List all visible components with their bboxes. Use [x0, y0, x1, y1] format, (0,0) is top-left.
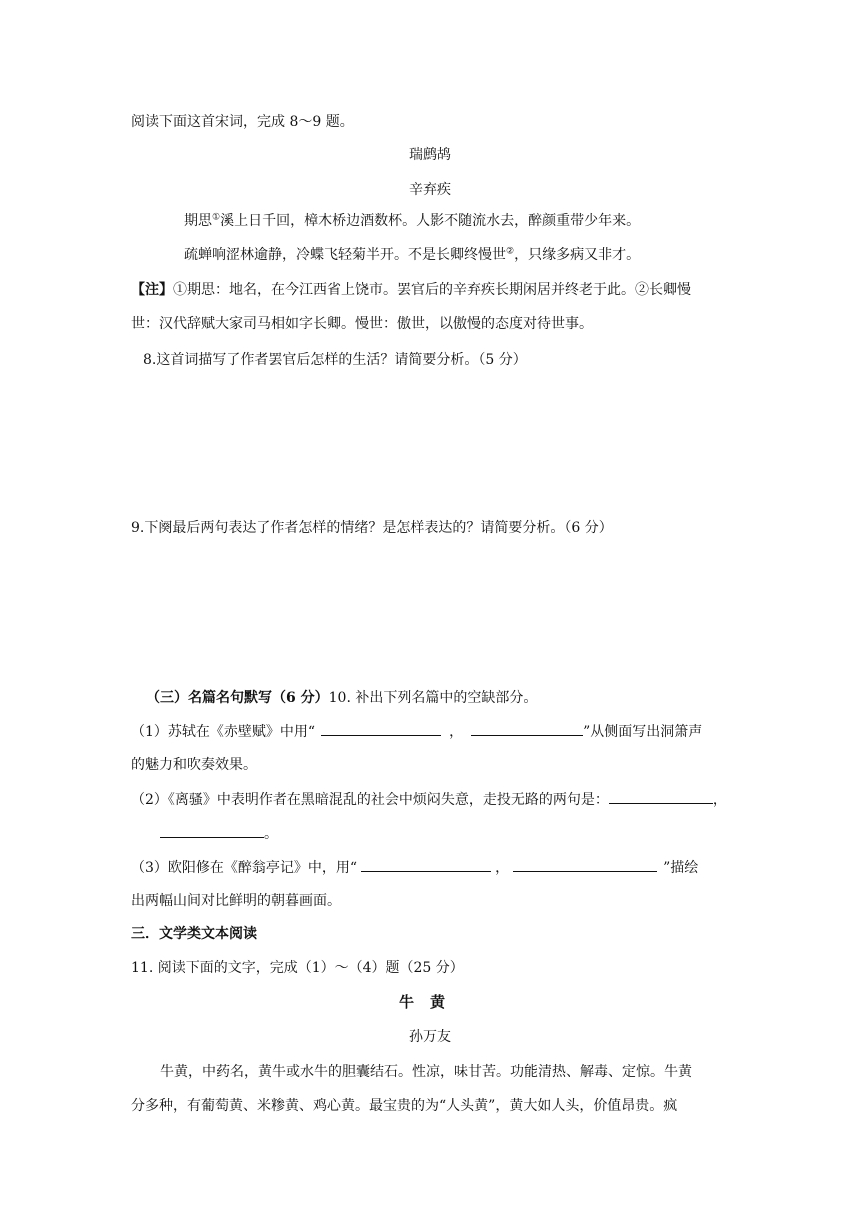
fill-item-3-prompt: （3）欧阳修在《醉翁亭记》中，用“	[131, 860, 358, 876]
note-label: 【注】	[131, 282, 173, 298]
answer-blank-2b[interactable]	[160, 823, 264, 838]
fill-item-1-suffix: ”从侧面写出洞箫声	[583, 724, 703, 740]
question-8: 8.这首词描写了作者罢官后怎样的生活？请简要分析。（5 分）	[143, 352, 527, 368]
footnote-marker-2: ②	[506, 246, 515, 257]
poem-author: 辛弃疾	[409, 182, 451, 198]
poem-line-1-start: 期思	[184, 213, 212, 229]
section-3-line	[146, 688, 537, 708]
fill-item-3-separator: ，	[495, 860, 510, 876]
fill-item-2-separator: ，	[712, 792, 727, 808]
question-11: 11. 阅读下面的文字，完成（1）～（4）题（25 分）	[131, 960, 464, 976]
section-3-heading: （三）名篇名句默写（6 分）	[146, 690, 329, 706]
fill-item-2	[131, 789, 727, 810]
question-10: 10. 补出下列名篇中的空缺部分。	[328, 690, 538, 706]
fill-item-2-prompt: （2）《离骚》中表明作者在黑暗混乱的社会中烦闷失意，走投无路的两句是：	[131, 792, 609, 808]
note-line-2: 世：汉代辞赋大家司马相如字长卿。慢世：傲世，以傲慢的态度对待世事。	[131, 316, 593, 332]
fill-item-3	[131, 857, 698, 878]
part-3-heading: 三．文学类文本阅读	[131, 926, 257, 942]
question-9: 9.下阕最后两句表达了作者怎样的情绪？是怎样表达的？请简要分析。（6 分）	[131, 520, 613, 536]
answer-blank-1b[interactable]	[471, 721, 583, 736]
story-title: 牛黄	[398, 993, 461, 1011]
fill-item-1-cont: 的魅力和吹奏效果。	[131, 757, 257, 773]
story-paragraph-line-1: 牛黄，中药名，黄牛或水牛的胆囊结石。性凉，味甘苦。功能清热、解毒、定惊。牛黄	[160, 1064, 692, 1080]
poem-line-1	[184, 211, 640, 231]
fill-item-3-cont: 出两幅山间对比鲜明的朝暮画面。	[131, 893, 341, 909]
footnote-marker-1: ①	[212, 212, 221, 223]
fill-item-3-suffix: ”描绘	[663, 860, 699, 876]
fill-item-2-end: 。	[264, 826, 278, 842]
poem-title: 瑞鹧鸪	[409, 147, 451, 163]
story-author: 孙万友	[409, 1029, 451, 1045]
fill-item-1	[131, 721, 702, 742]
poem-line-2-start: 疏蝉响涩林逾静，冷蝶飞轻菊半开。不是长卿终慢世	[184, 247, 506, 263]
answer-blank-1a[interactable]	[321, 721, 441, 736]
fill-item-2-cont	[160, 823, 278, 844]
reading-intro: 阅读下面这首宋词，完成 8～9 题。	[131, 114, 354, 130]
poem-line-2	[184, 245, 640, 265]
fill-item-1-prompt: （1）苏轼在《赤壁赋》中用“	[131, 724, 316, 740]
note-text-1: ①期思：地名，在今江西省上饶市。罢官后的辛弃疾长期闲居并终老于此。②长卿慢	[173, 282, 691, 298]
fill-item-1-separator: ，	[449, 724, 464, 740]
story-paragraph-line-2: 分多种，有葡萄黄、米糁黄、鸡心黄。最宝贵的为“人头黄”，黄大如人头，价值昂贵。疯	[131, 1098, 678, 1114]
answer-blank-3a[interactable]	[361, 857, 491, 872]
answer-blank-3b[interactable]	[513, 857, 657, 872]
poem-line-1-rest: 溪上日千回，樟木桥边酒数杯。人影不随流水去，醉颜重带少年来。	[220, 213, 641, 229]
poem-line-2-rest: ，只缘多病又非才。	[514, 247, 641, 263]
answer-blank-2a[interactable]	[609, 789, 713, 804]
note-line-1	[131, 280, 691, 300]
